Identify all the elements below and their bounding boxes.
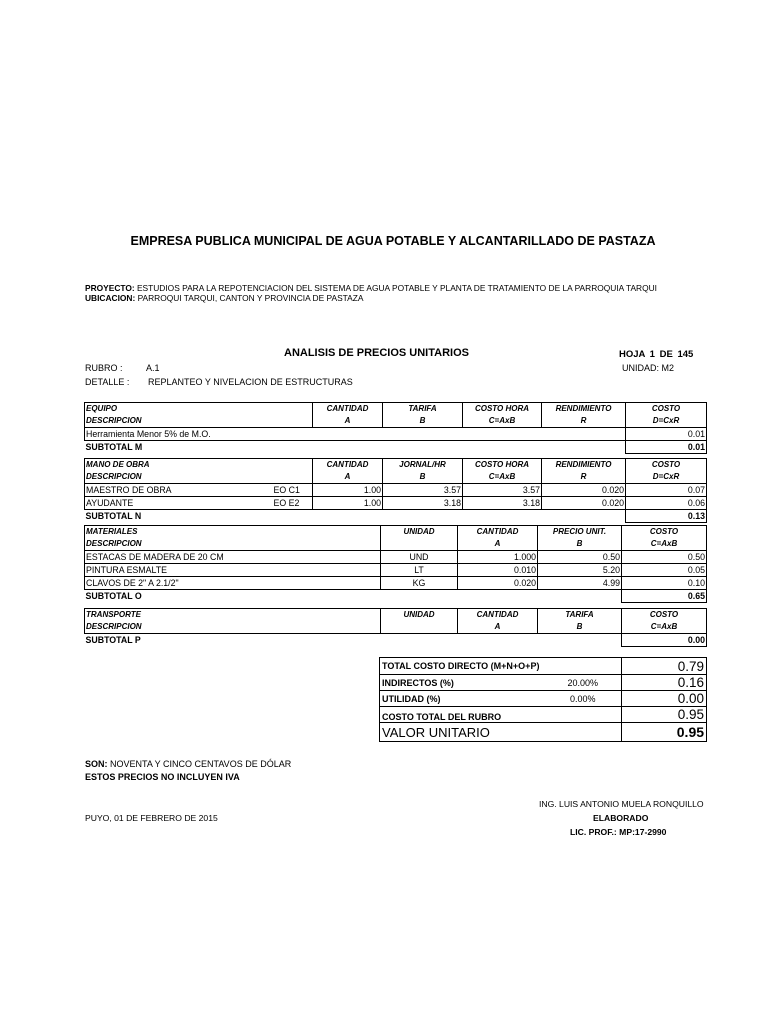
mat-desc: PINTURA ESMALTE xyxy=(85,564,381,577)
mat-costo: 0.05 xyxy=(622,564,707,577)
ubicacion-label: UBICACION: xyxy=(85,293,136,303)
col-h: CANTIDAD xyxy=(326,460,369,469)
rubro-label: RUBRO : xyxy=(85,363,123,373)
indirectos-label: INDIRECTOS (%) xyxy=(380,675,545,691)
costo-total-label: COSTO TOTAL DEL RUBRO xyxy=(380,707,622,723)
proyecto-value: ESTUDIOS PARA LA REPOTENCIACION DEL SISTEMA DE AGUA POTABLE Y PLANTA DE TRATAMIENTO DE LA PARROQUIA TARQUI xyxy=(134,283,657,293)
col-h: C=AxB xyxy=(650,539,678,548)
mat-unidad: UND xyxy=(381,551,458,564)
col-h: COSTO HORA xyxy=(474,404,530,413)
subtotal-row xyxy=(85,590,707,603)
table-row xyxy=(85,428,707,441)
proyecto-label: PROYECTO: xyxy=(85,283,135,293)
subtotal-p-label: SUBTOTAL P xyxy=(85,635,141,646)
col-h: CANTIDAD xyxy=(326,404,369,413)
project-info xyxy=(85,283,657,303)
equipo-header xyxy=(85,403,707,428)
mano-desc: MAESTRO DE OBRA xyxy=(85,484,273,497)
total-directo-row xyxy=(380,658,707,675)
mat-desc: CLAVOS DE 2" A 2.1/2" xyxy=(85,577,381,590)
utilidad-row xyxy=(380,691,707,707)
col-h: TARIFA xyxy=(408,404,437,413)
table-row xyxy=(85,577,707,590)
col-h: D=CxR xyxy=(652,416,680,425)
col-h: R xyxy=(580,416,587,425)
mano-h2: DESCRIPCION xyxy=(86,472,142,481)
col-h: RENDIMIENTO xyxy=(555,460,612,469)
col-h: A xyxy=(494,539,501,548)
iva-note: ESTOS PRECIOS NO INCLUYEN IVA xyxy=(85,772,240,782)
detalle-label: DETALLE : xyxy=(85,377,130,387)
company-title: EMPRESA PUBLICA MUNICIPAL DE AGUA POTABLE Y ALCANTARILLADO DE PASTAZA xyxy=(130,234,656,248)
mano-rend: 0.020 xyxy=(542,497,626,510)
subtotal-row xyxy=(85,634,707,647)
subtotal-n-value: 0.13 xyxy=(626,510,707,523)
col-h: COSTO HORA xyxy=(474,460,530,469)
col-h: B xyxy=(576,539,583,548)
valor-unitario-row xyxy=(380,723,707,742)
subtotal-o-label: SUBTOTAL O xyxy=(85,591,142,602)
mat-precio: 4.99 xyxy=(538,577,622,590)
mat-desc: ESTACAS DE MADERA DE 20 CM xyxy=(85,551,381,564)
equipo-table xyxy=(84,402,707,454)
equipo-h1: EQUIPO xyxy=(86,404,118,413)
mat-h2: DESCRIPCION xyxy=(86,539,142,548)
mat-cant: 0.010 xyxy=(458,564,538,577)
table-row xyxy=(85,551,707,564)
equipo-desc: Herramienta Menor 5% de M.O. xyxy=(85,428,626,441)
col-h: RENDIMIENTO xyxy=(555,404,612,413)
col-h: UNIDAD xyxy=(403,527,435,536)
col-h: C=AxB xyxy=(650,622,678,631)
col-h: COSTO xyxy=(651,460,681,469)
mat-costo: 0.10 xyxy=(622,577,707,590)
total-directo-value: 0.79 xyxy=(622,658,707,675)
mat-precio: 0.50 xyxy=(538,551,622,564)
rubro-value: A.1 xyxy=(146,363,160,373)
col-h: B xyxy=(419,416,426,425)
col-h: CANTIDAD xyxy=(476,527,519,536)
col-h: COSTO xyxy=(651,404,681,413)
mano-costo: 0.07 xyxy=(626,484,707,497)
table-row xyxy=(85,484,707,497)
col-h: CANTIDAD xyxy=(476,610,519,619)
costo-total-row xyxy=(380,707,707,723)
trans-h1: TRANSPORTE xyxy=(86,610,141,619)
totals-table xyxy=(379,657,707,742)
subtotal-m-value: 0.01 xyxy=(626,441,707,454)
mat-cant: 1.000 xyxy=(458,551,538,564)
mat-precio: 5.20 xyxy=(538,564,622,577)
col-h: COSTO xyxy=(649,527,679,536)
son-label: SON: xyxy=(85,759,108,769)
transporte-header xyxy=(85,609,707,634)
subtotal-row xyxy=(85,441,707,454)
col-h: D=CxR xyxy=(652,472,680,481)
materiales-header xyxy=(85,526,707,551)
utilidad-value: 0.00 xyxy=(622,691,707,707)
subtotal-p-value: 0.00 xyxy=(622,634,707,647)
equipo-h2: DESCRIPCION xyxy=(86,416,142,425)
col-h: TARIFA xyxy=(565,610,594,619)
indirectos-row xyxy=(380,675,707,691)
detalle-value: REPLANTEO Y NIVELACION DE ESTRUCTURAS xyxy=(148,377,353,387)
materiales-table xyxy=(84,525,707,603)
unit-label: UNIDAD: M2 xyxy=(622,363,675,373)
col-h: B xyxy=(419,472,426,481)
engineer-name: ING. LUIS ANTONIO MUELA RONQUILLO xyxy=(539,799,704,809)
elaborado-label: ELABORADO xyxy=(593,813,649,823)
costo-total-value: 0.95 xyxy=(622,707,707,723)
col-h: C=AxB xyxy=(488,416,516,425)
col-h: COSTO xyxy=(649,610,679,619)
son-block xyxy=(85,758,291,784)
mat-unidad: LT xyxy=(381,564,458,577)
col-h: A xyxy=(344,472,351,481)
col-h: R xyxy=(580,472,587,481)
mat-costo: 0.50 xyxy=(622,551,707,564)
indirectos-pct: 20.00% xyxy=(545,675,622,691)
valor-unitario-label: VALOR UNITARIO xyxy=(380,723,622,742)
sheet-number: HOJA 1 DE 145 xyxy=(619,349,694,360)
col-h: JORNAL/HR xyxy=(399,460,446,469)
mat-h1: MATERIALES xyxy=(86,527,138,536)
subtotal-o-value: 0.65 xyxy=(622,590,707,603)
mano-obra-table xyxy=(84,458,707,523)
mat-unidad: KG xyxy=(381,577,458,590)
mano-desc: AYUDANTE xyxy=(85,497,273,510)
col-h: C=AxB xyxy=(488,472,516,481)
ubicacion-value: PARROQUI TARQUI, CANTON Y PROVINCIA DE PASTAZA xyxy=(135,293,364,303)
mano-cat: EO E2 xyxy=(273,497,313,510)
mano-cant: 1.00 xyxy=(313,484,383,497)
mano-rend: 0.020 xyxy=(542,484,626,497)
subtotal-m-label: SUBTOTAL M xyxy=(85,442,143,453)
place-date: PUYO, 01 DE FEBRERO DE 2015 xyxy=(85,813,218,823)
utilidad-label: UTILIDAD (%) xyxy=(380,691,545,707)
mano-header xyxy=(85,459,707,484)
col-h: B xyxy=(576,622,583,631)
mano-h1: MANO DE OBRA xyxy=(86,460,150,469)
mano-hora: 3.18 xyxy=(463,497,542,510)
mano-hora: 3.57 xyxy=(463,484,542,497)
mano-cat: EO C1 xyxy=(273,484,313,497)
valor-unitario-value: 0.95 xyxy=(622,723,707,742)
total-directo-label: TOTAL COSTO DIRECTO (M+N+O+P) xyxy=(380,658,622,675)
transporte-table xyxy=(84,608,707,647)
col-h: UNIDAD xyxy=(403,610,435,619)
subtotal-row xyxy=(85,510,707,523)
equipo-costo: 0.01 xyxy=(626,428,707,441)
mano-jornal: 3.18 xyxy=(383,497,463,510)
table-row xyxy=(85,497,707,510)
utilidad-pct: 0.00% xyxy=(545,691,622,707)
license-number: LIC. PROF.: MP:17-2990 xyxy=(570,827,667,837)
col-h: A xyxy=(494,622,501,631)
analysis-title: ANALISIS DE PRECIOS UNITARIOS xyxy=(284,347,469,359)
mano-jornal: 3.57 xyxy=(383,484,463,497)
mano-cant: 1.00 xyxy=(313,497,383,510)
trans-h2: DESCRIPCION xyxy=(86,622,142,631)
mat-cant: 0.020 xyxy=(458,577,538,590)
table-row xyxy=(85,564,707,577)
col-h: A xyxy=(344,416,351,425)
mano-costo: 0.06 xyxy=(626,497,707,510)
subtotal-n-label: SUBTOTAL N xyxy=(85,511,142,522)
col-h: PRECIO UNIT. xyxy=(552,527,607,536)
indirectos-value: 0.16 xyxy=(622,675,707,691)
son-text: NOVENTA Y CINCO CENTAVOS DE DÓLAR xyxy=(107,759,292,769)
